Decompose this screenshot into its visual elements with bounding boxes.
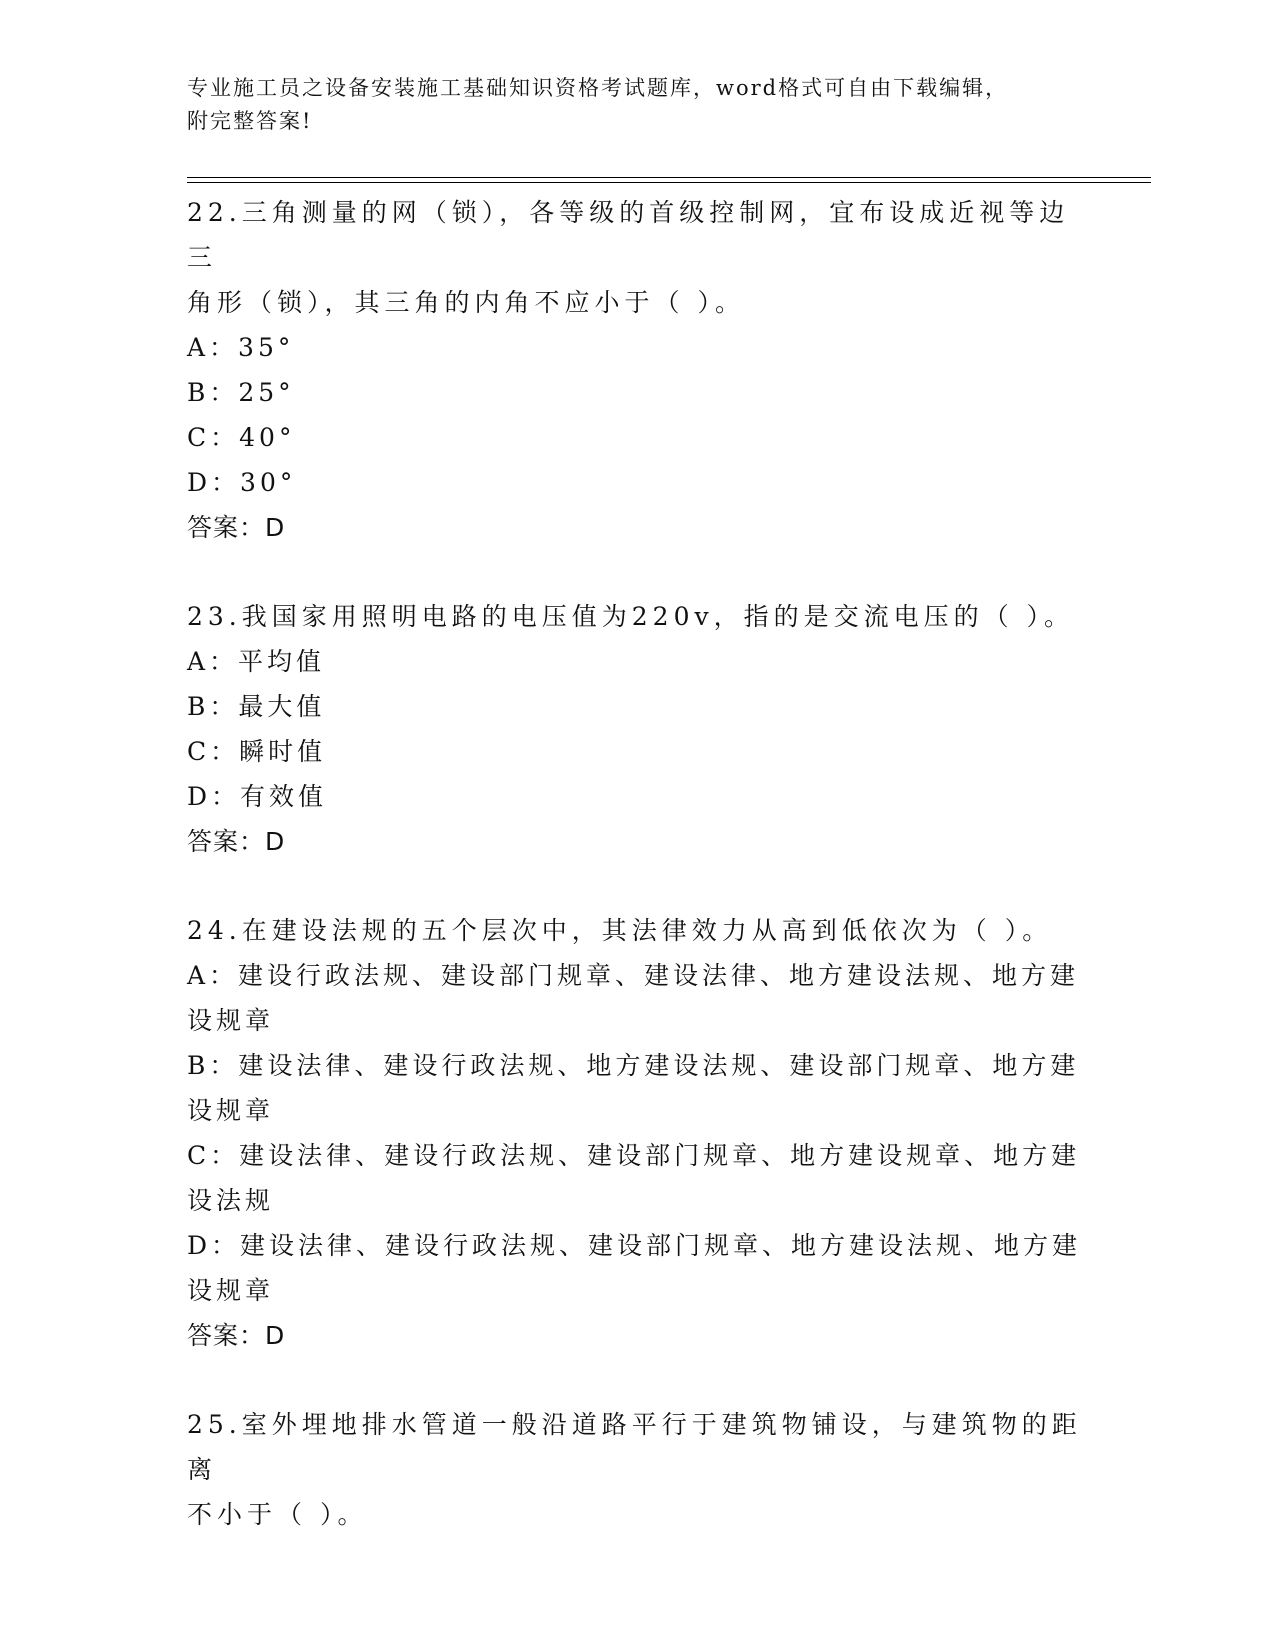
option-d-continued: 设规章 [187, 1276, 275, 1305]
option-b: B：25° [187, 378, 295, 407]
option-d: D：有效值 [187, 782, 328, 811]
option-a: A：平均值 [187, 647, 326, 676]
question-stem-line: 24.在建设法规的五个层次中，其法律效力从高到低依次为（ ）。 [187, 916, 1053, 945]
question-23 [187, 594, 1087, 864]
question-24 [187, 908, 1087, 1358]
question-25 [187, 1402, 1087, 1537]
question-stem-line: 不小于（ ）。 [187, 1500, 368, 1529]
answer-label: 答案：D [187, 827, 286, 856]
option-a: A：35° [187, 333, 295, 362]
option-a-continued: 设规章 [187, 1006, 275, 1035]
answer-label: 答案：D [187, 513, 286, 542]
option-b: B：建设法律、建设行政法规、地方建设法规、建设部门规章、地方建 [187, 1051, 1080, 1080]
question-22 [187, 190, 1087, 550]
option-b: B：最大值 [187, 692, 326, 721]
header-divider-top [187, 177, 1151, 178]
document-header [187, 72, 1087, 138]
header-divider-bottom [187, 182, 1151, 183]
option-d: D：建设法律、建设行政法规、建设部门规章、地方建设法规、地方建 [187, 1231, 1082, 1260]
option-d: D：30° [187, 468, 297, 497]
question-stem-line: 角形（锁），其三角的内角不应小于（ ）。 [187, 288, 745, 317]
option-c: C：瞬时值 [187, 737, 327, 766]
answer-label: 答案：D [187, 1321, 286, 1350]
question-stem-line: 23.我国家用照明电路的电压值为220v，指的是交流电压的（ ）。 [187, 602, 1075, 631]
option-c-continued: 设法规 [187, 1186, 275, 1215]
option-c: C：建设法律、建设行政法规、建设部门规章、地方建设规章、地方建 [187, 1141, 1081, 1170]
header-title-line-1: 专业施工员之设备安装施工基础知识资格考试题库，word格式可自由下载编辑， [187, 76, 1009, 100]
option-a: A：建设行政法规、建设部门规章、建设法律、地方建设法规、地方建 [187, 961, 1080, 990]
question-stem-line: 22.三角测量的网（锁），各等级的首级控制网，宜布设成近视等边三 [187, 198, 1070, 272]
option-c: C：40° [187, 423, 296, 452]
question-list [187, 190, 1087, 1581]
option-b-continued: 设规章 [187, 1096, 275, 1125]
question-stem-line: 25.室外埋地排水管道一般沿道路平行于建筑物铺设，与建筑物的距离 [187, 1410, 1082, 1484]
header-title-line-2: 附完整答案! [187, 109, 313, 133]
